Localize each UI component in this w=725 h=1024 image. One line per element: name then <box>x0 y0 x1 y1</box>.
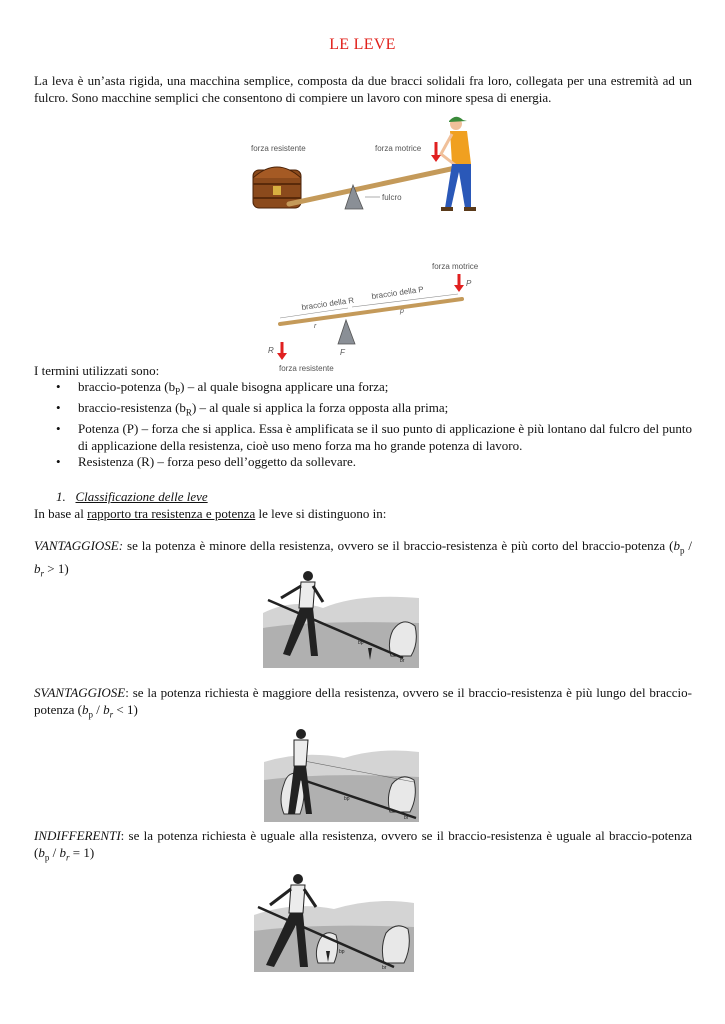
list-item: • braccio-potenza $(b_P)$ – al quale bisogna applicare una forza; <box>34 379 692 400</box>
terms-list <box>34 379 692 471</box>
label-braccio-r: braccio della R <box>301 295 355 312</box>
label-forza-motrice: forza motrice <box>375 144 422 153</box>
label-p-force: P <box>466 279 472 288</box>
lever-illustration-1 <box>245 112 490 217</box>
lever-diagram-2 <box>262 256 492 374</box>
fulcrum-shape-2 <box>338 320 355 344</box>
indifferenti-paragraph: INDIFFERENTI: se la potenza richiesta è uguale alla resistenza, ovvero se il braccio-resistenza è uguale al braccio-potenza $(b_p / b_r = 1)$ <box>34 828 692 863</box>
label-fulcro: fulcro <box>382 193 402 202</box>
fig-label-br: br <box>382 965 387 971</box>
label-forza-resistente-2: forza resistente <box>279 364 334 373</box>
lever-illustration-svantaggiose <box>264 722 419 822</box>
label-r-small: r <box>314 323 317 330</box>
fig-label-bp: bp <box>344 796 350 802</box>
fig-label-br: br <box>404 815 409 821</box>
list-item: • Potenza (P) – forza che si applica. Essa è amplificata se il suo punto di applicazione è più lontano dal fulcro del punto di applicazione della resistenza, cioè uso meno forza ma ho grande potenza di lavoro. <box>34 421 692 454</box>
list-item: • braccio-resistenza $(b_R)$ – al quale si applica la forza opposta alla prima; <box>34 400 692 421</box>
page-title: LE LEVE <box>329 36 396 53</box>
label-braccio-p: braccio della P <box>371 284 425 301</box>
terms-intro: I termini utilizzati sono: <box>34 363 160 378</box>
intro-paragraph: La leva è un’asta rigida, una macchina semplice, composta da due bracci solidali fra loro, collegata per una estremità ad un fulcro. Sono macchine semplici che consentono di compiere un lavoro con minore spesa di energia. <box>34 73 692 105</box>
lever-illustration-indifferenti <box>254 867 414 972</box>
section-heading: 1. Classificazione delle leve <box>56 489 208 504</box>
lever-illustration-vantaggiose <box>263 568 419 668</box>
man-figure <box>441 117 476 211</box>
label-forza-motrice-2: forza motrice <box>432 262 479 271</box>
label-forza-resistente: forza resistente <box>251 144 306 153</box>
label-p-small: p <box>400 308 404 315</box>
svantaggiose-paragraph: SVANTAGGIOSE: se la potenza richiesta è maggiore della resistenza, ovvero se il braccio-resistenza è più lungo del braccio-potenza $(b_p / b_r < 1)$ <box>34 685 692 720</box>
label-r-force: R <box>268 346 274 355</box>
section-intro: In base al rapporto tra resistenza e potenza le leve si distinguono in: <box>34 506 387 521</box>
fig-label-br: br <box>400 658 405 664</box>
fig-label-bp: bp <box>358 640 364 646</box>
list-item: • Resistenza (R) – forza peso dell’oggetto da sollevare. <box>34 454 692 471</box>
lever-bar <box>289 167 460 204</box>
label-f: F <box>340 348 345 357</box>
vantaggiose-paragraph: VANTAGGIOSE: se la potenza è minore della resistenza, ovvero se il braccio-resistenza è più corto del braccio-potenza $(b_p / b_r > 1)$ <box>34 538 692 579</box>
fig-label-bp: bp <box>339 949 345 955</box>
